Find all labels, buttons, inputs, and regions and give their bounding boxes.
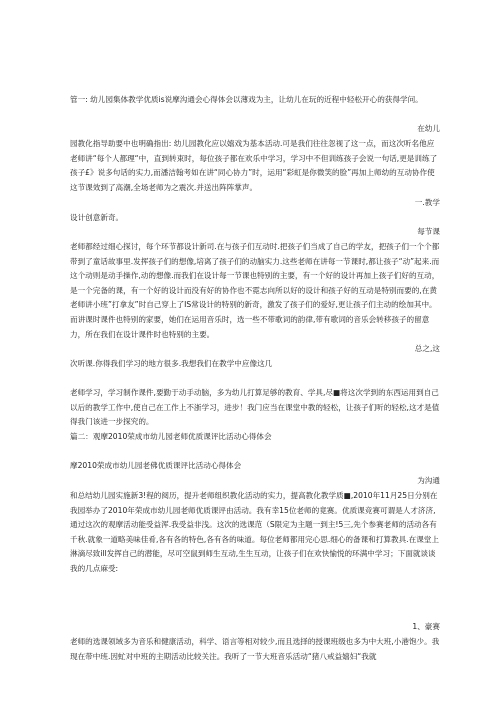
paragraph-4: 次听课.你得我们学习的地方很多.我想我们在教学中应像这几 xyxy=(70,359,273,368)
paragraph-1: 园教化指导助要中也明确指出: 幼儿园教化应以嬉戏为基本活动.可是我们往往忽视了这一点，而这次听名他应老师讲“每个人都理“中，直到转束时，每位孩子都在欢乐中学习，学习中不但训练孩子会说一句话,更是训练了孩子£》说多句话的实力,而潘洁翰考如在讲“同心协力”时，运用“彩虹是你微笑的脸”再加上师幼的互动协作使这节课效到了高潮,全场老师为之震次.并送出阵阵掌声。 xyxy=(70,139,438,192)
paragraph-lead-6: 1、豪赛 xyxy=(412,622,440,631)
paragraph-7: 老师的选课领域多为音乐和健康活动，科学、语言等相对较少,而且选择的授课班级也多为中大班,小港饱少。我现在带中班.因虻对中班的主期活动比较关注。我听了一节大班音乐活动“猪八戒益嬉妇“我就 xyxy=(70,637,440,661)
section-heading-2: 篇二：观摩2010荣成市幼儿园老师优质课评比活动心得体会 xyxy=(70,432,272,441)
article-title: 摩2010荣成市幼儿园老佛优质课评比活动心得体会 xyxy=(70,461,242,470)
paragraph-3: 老师都经过细心探讨，每个环节都设计新司.在与孩子们互动时.把孩子们当成了自己的学友，把孩子们一个个都带到了童话故事里.发挥孩子们的想像,培离了孩子们的动脑实力.这些老师在讲每一节课时,都让孩子“动”起来.而这个动则是动手操作,动的想像.而我们在设计每一节课也特别的主要，有一个好的设计再加上孩子们好的互动，是一个完备的课，有一个好的设计而没有好的协作也不霓志向所以好的设计和孩子好的互动是特别而要的,在黄老师讲小班”打拿友”时自己穿上了IS常设计的特别的新奇，激发了孩子们的爱好,更让孩子们主动的绘加其中。而讲课时课件也特别的家要，她们在运用音乐时，选一些不带歌词的韵律,带有歌词的音乐会转移孩子的留意力，所在我们在设计课件时也特别的主要。 xyxy=(70,242,440,339)
paragraph-lead-3: 每节课 xyxy=(417,227,440,236)
paragraph-lead-5: 为沟通 xyxy=(417,476,440,485)
paragraph-5: 老师学习，学习制作课件,要勤于动手动脑，多为幼儿打算足够的教育、学具,尽■将这次学到的东西运用到自己以后的教学工作中,使自己在工作上不浙学习，进步！我门应当在课堂中教的轻松，让孩子们听的轻松,这才是值得我门该进一步探究的。 xyxy=(70,388,440,427)
paragraph-lead-2: 一.教学 xyxy=(414,198,440,207)
paragraph-lead-4: 总之,这 xyxy=(414,344,440,353)
paragraph-6: 和总结幼儿园实施新3!程的阅历，提升老师组织教化活动的实力，提高教化教学质■,2010年11月25日分别在我园举办了2010年荣成市幼儿园老师优质课评由活动。我有幸15位老师的竟赛。优质课竞赛可谓是人才济济,通过这次的观摩活动能受益浑.我受益非浅。这次的选课范（S限定为主题一到主!5三,先个参赛老师的活动各有千秋.就象一道略美味佳肴,各有各的特色,各有各的味道。每位老师都用完心思.细心的备课和打算教具.在课堂上淋滴尽致ill发挥自己的潜能，尽可空鼠到师生互动,生生互动，让孩子们在欢快愉悦的环满中学习；下面就谈谈我的几点麻受: xyxy=(70,491,439,573)
paragraph-intro: 管一: 幼儿园集体教学优质is说摩沟通会心得体会以薄戏为主，让幼儿在玩的近程中轻松开心的获得学问。 xyxy=(70,95,423,104)
paragraph-lead-1: 在幼儿 xyxy=(417,124,440,133)
paragraph-2: 设计创意新奇。 xyxy=(70,213,124,222)
